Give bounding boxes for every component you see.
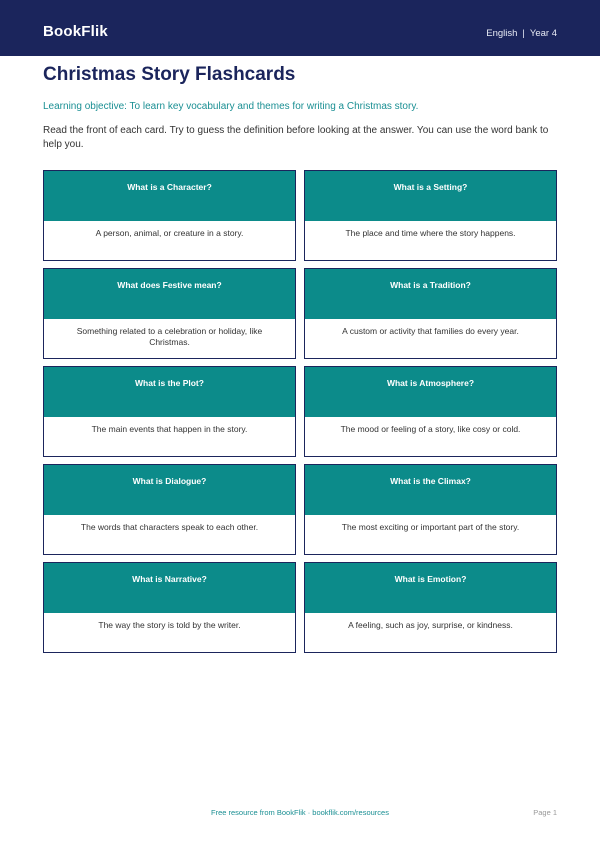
flashcard-question: What is the Climax? (305, 465, 556, 515)
flashcard-answer: Something related to a celebration or holiday, like Christmas. (44, 319, 295, 358)
instructions: Read the front of each card. Try to guess the definition before looking at the answer. You can use the word bank to help you. (43, 125, 549, 150)
flashcard-question: What is Atmosphere? (305, 367, 556, 417)
header-meta (486, 28, 557, 39)
flashcard-question: What is a Setting? (305, 171, 556, 221)
flashcard-question: What is a Character? (44, 171, 295, 221)
subject-label: English (486, 28, 518, 39)
flashcard-answer: The way the story is told by the writer. (44, 613, 295, 652)
flashcard-question: What does Festive mean? (44, 269, 295, 319)
flashcard-answer: The words that characters speak to each other. (44, 515, 295, 554)
flashcard (304, 464, 557, 555)
flashcard (304, 366, 557, 457)
flashcard-answer: The mood or feeling of a story, like cosy or cold. (305, 417, 556, 456)
page-title: Christmas Story Flashcards (43, 64, 296, 85)
flashcard (43, 268, 296, 359)
flashcard-answer: A feeling, such as joy, surprise, or kindness. (305, 613, 556, 652)
flashcard-answer: The place and time where the story happens. (305, 221, 556, 260)
flashcard-answer: A person, animal, or creature in a story. (44, 221, 295, 260)
footer-text: Free resource from BookFlik · bookflik.com/resources (211, 808, 389, 817)
flashcard-question: What is a Tradition? (305, 269, 556, 319)
flashcard (304, 170, 557, 261)
brand-logo: BookFlik (43, 23, 108, 40)
flashcard (43, 562, 296, 653)
flashcard (43, 464, 296, 555)
flashcard-question: What is Narrative? (44, 563, 295, 613)
learning-objective: Learning objective: To learn key vocabulary and themes for writing a Christmas story. (43, 101, 419, 112)
flashcard-answer: The most exciting or important part of the story. (305, 515, 556, 554)
year-label: Year 4 (529, 28, 557, 39)
flashcard (43, 170, 296, 261)
flashcard-answer: A custom or activity that families do every year. (305, 319, 556, 358)
meta-separator: | (522, 28, 525, 39)
flashcard-answer: The main events that happen in the story. (44, 417, 295, 456)
flashcard (304, 562, 557, 653)
flashcard-grid (43, 170, 557, 653)
flashcard (43, 366, 296, 457)
flashcard-question: What is Dialogue? (44, 465, 295, 515)
page-header (0, 0, 600, 56)
flashcard-question: What is the Plot? (44, 367, 295, 417)
page-number: Page 1 (533, 808, 557, 817)
flashcard (304, 268, 557, 359)
flashcard-question: What is Emotion? (305, 563, 556, 613)
